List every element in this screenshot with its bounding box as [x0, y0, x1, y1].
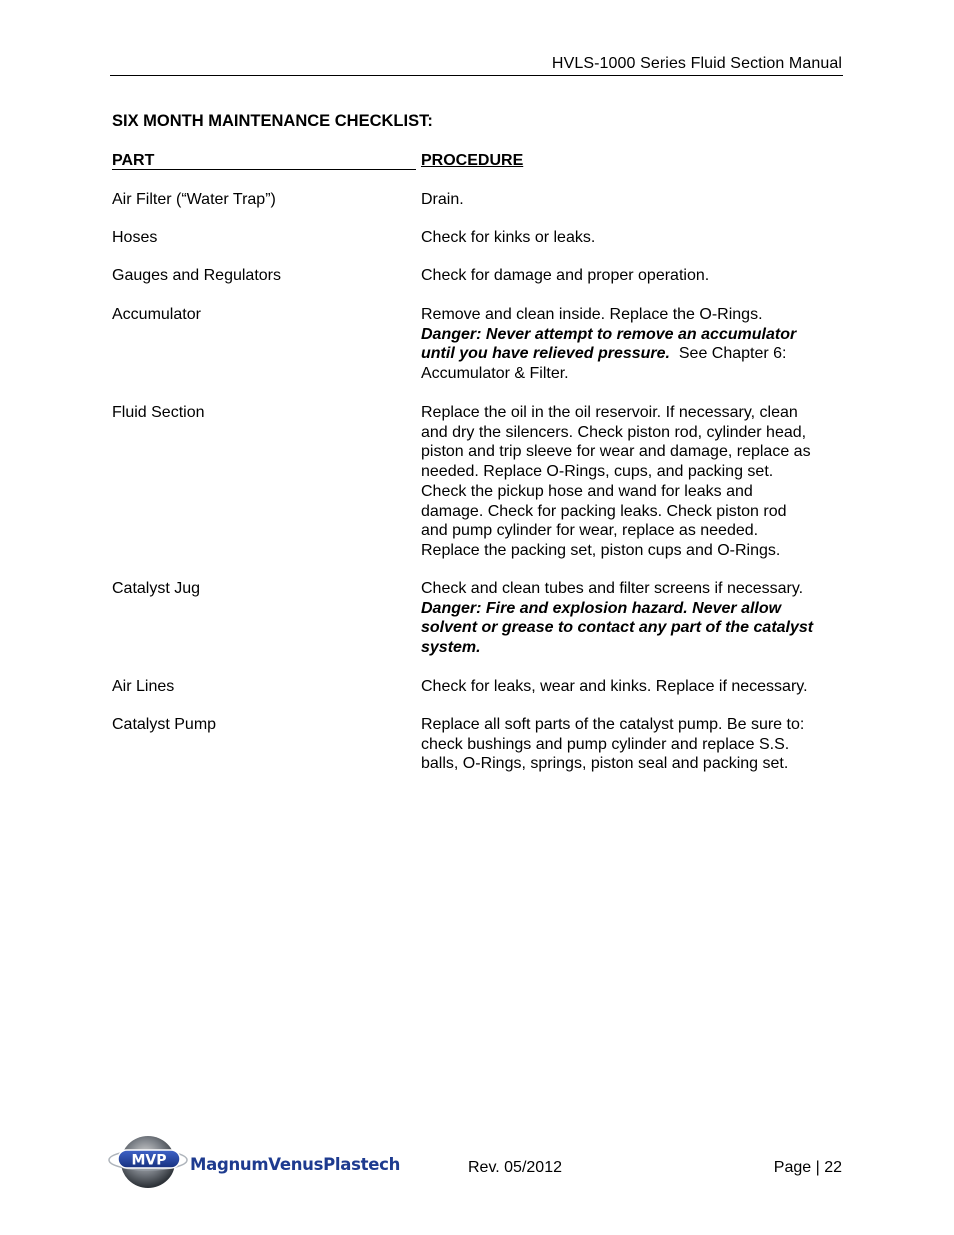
danger-warning: system. [421, 639, 481, 657]
revision-date: Rev. 05/2012 [468, 1159, 562, 1176]
company-name: MagnumVenusPlastech [190, 1155, 401, 1174]
danger-warning: until you have relieved pressure. [421, 345, 670, 363]
procedure-line: Replace all soft parts of the catalyst pump. Be sure to: [421, 716, 805, 733]
part-name: Gauges and Regulators [112, 267, 281, 284]
procedure-line: Check for kinks or leaks. [421, 229, 596, 246]
procedure-line: and pump cylinder for wear, replace as needed. [421, 522, 759, 540]
procedure-line: Check and clean tubes and filter screens if necessary. [421, 580, 804, 597]
procedure-line: balls, O-Rings, springs, piston seal and packing set. [421, 755, 789, 773]
procedure-text [421, 228, 846, 248]
procedure-text [421, 305, 846, 384]
procedure-line: piston and trip sleeve for wear and damage, replace as [421, 443, 811, 461]
logo-mark-text: MVP [131, 1152, 167, 1169]
procedure-text [421, 190, 846, 210]
procedure-text [421, 715, 846, 774]
procedure-line: needed. Replace O-Rings, cups, and packing set. [421, 463, 774, 481]
procedure-text [421, 403, 846, 561]
part-name: Air Lines [112, 678, 175, 695]
header-divider [110, 75, 843, 76]
mvp-logo-icon [108, 1133, 190, 1191]
document-header-title: HVLS-1000 Series Fluid Section Manual [551, 55, 842, 72]
procedure-line: Check for damage and proper operation. [421, 267, 710, 284]
danger-warning: Danger: Fire and explosion hazard. Never allow [421, 599, 782, 617]
chapter-reference: See Chapter 6: [669, 345, 787, 363]
part-name: Catalyst Jug [112, 580, 201, 597]
part-name: Accumulator [112, 306, 201, 323]
procedure-line-mixed [421, 344, 846, 364]
procedure-line: and dry the silencers. Check piston rod, cylinder head, [421, 423, 807, 441]
part-name: Air Filter (“Water Trap”) [112, 191, 276, 208]
procedure-text [421, 579, 846, 658]
procedure-line: check bushings and pump cylinder and replace S.S. [421, 735, 790, 753]
procedure-line: Check the pickup hose and wand for leaks and [421, 482, 753, 500]
column-header-procedure: PROCEDURE [421, 152, 524, 169]
section-title: SIX MONTH MAINTENANCE CHECKLIST: [112, 112, 433, 130]
company-logo [108, 1133, 401, 1195]
danger-warning: solvent or grease to contact any part of the catalyst [421, 619, 814, 637]
procedure-line: Drain. [421, 191, 464, 208]
column-header-part: PART [112, 152, 416, 170]
page-number: Page | 22 [773, 1159, 842, 1176]
procedure-text [421, 266, 846, 286]
danger-warning: Danger: Never attempt to remove an accumulator [421, 325, 797, 343]
procedure-line: damage. Check for packing leaks. Check piston rod [421, 502, 787, 520]
part-name: Fluid Section [112, 404, 205, 421]
procedure-line: Remove and clean inside. Replace the O-Rings. [421, 306, 763, 323]
procedure-line: Check for leaks, wear and kinks. Replace if necessary. [421, 678, 808, 695]
procedure-line: Accumulator & Filter. [421, 365, 569, 383]
part-name: Hoses [112, 229, 158, 246]
procedure-line: Replace the packing set, piston cups and O-Rings. [421, 541, 781, 559]
procedure-line: Replace the oil in the oil reservoir. If necessary, clean [421, 404, 798, 421]
procedure-text [421, 677, 846, 697]
part-name: Catalyst Pump [112, 716, 217, 733]
